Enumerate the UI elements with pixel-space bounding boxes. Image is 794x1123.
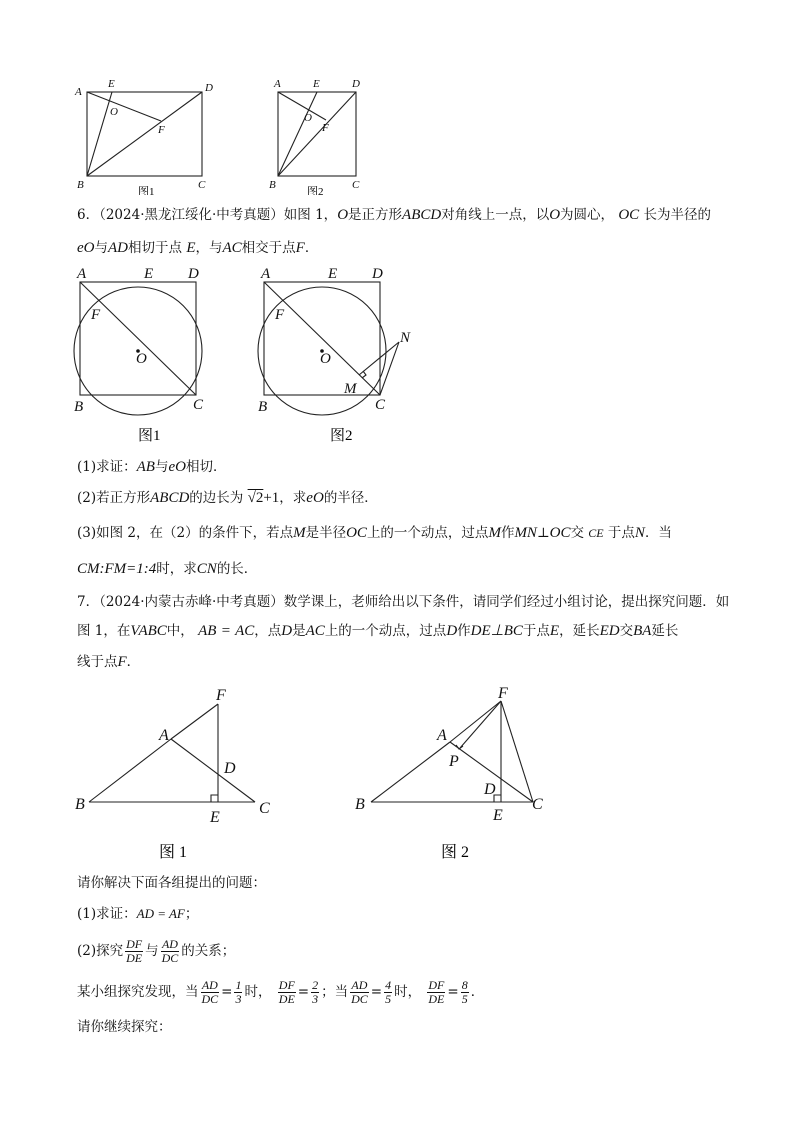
- q6-part-3-line2: CM:FM=1:4时，求CN的长．: [77, 561, 258, 577]
- label-O: O: [110, 106, 118, 118]
- q7-part-2: (2)探究 $\frac{DF}{DE}$ 与 $\frac{AD}{DC}$ 的关系；: [77, 937, 236, 965]
- caption: 图 1: [159, 844, 188, 861]
- label-A: A: [77, 266, 87, 282]
- label-B: B: [355, 796, 365, 813]
- caption: 图1: [138, 186, 155, 195]
- label-B: B: [74, 399, 84, 415]
- q7-solve: 请你解决下面各组提出的问题：: [77, 875, 266, 891]
- q7-stem-line3: 线于点F．: [77, 654, 141, 670]
- q6-part-3-line1: (3)如图 2，在（2）的条件下，若点M是半径OC上的一个动点，过点M作MN⊥OC交 CE 于点N．当: [77, 525, 672, 541]
- label-P: P: [449, 753, 459, 770]
- q6-stem-line2: eO与AD相切于点 E，与AC相交于点F．: [77, 240, 319, 256]
- q7-figure-2: [350, 682, 550, 867]
- label-F: F: [91, 307, 101, 323]
- caption: 图2: [330, 428, 353, 444]
- q6-figure-1: [70, 262, 230, 447]
- label-A: A: [437, 727, 447, 744]
- label-C: C: [375, 397, 386, 413]
- label-E: E: [144, 266, 154, 282]
- caption: 图2: [307, 186, 324, 195]
- label-C: C: [532, 796, 543, 813]
- q7-continue: 请你继续探究：: [77, 1019, 172, 1035]
- label-B: B: [258, 399, 268, 415]
- label-B: B: [269, 179, 276, 191]
- label-A: A: [261, 266, 271, 282]
- label-F: F: [322, 122, 329, 134]
- label-A: A: [274, 78, 281, 90]
- label-E: E: [493, 807, 503, 824]
- q7-figure-1: [70, 682, 290, 867]
- q5-figure-1: [70, 75, 220, 195]
- label-A: A: [159, 727, 169, 744]
- q7-stem-line1: 7．（2024·内蒙古赤峰·中考真题）数学课上，老师给出以下条件，请同学们经过小组讨论，提出探究问题．如: [77, 594, 730, 610]
- label-E: E: [210, 809, 220, 826]
- label-B: B: [75, 796, 85, 813]
- label-D: D: [372, 266, 383, 282]
- q5-figure-2: [266, 75, 376, 195]
- label-F: F: [275, 307, 285, 323]
- label-C: C: [193, 397, 204, 413]
- label-D: D: [205, 82, 213, 94]
- label-E: E: [108, 78, 115, 90]
- label-D: D: [484, 781, 496, 798]
- label-E: E: [313, 78, 320, 90]
- label-E: E: [328, 266, 338, 282]
- label-O: O: [304, 112, 312, 124]
- q6-figure-2: [254, 262, 424, 447]
- q6-part-1: (1)求证：AB与eO相切．: [77, 459, 227, 475]
- label-C: C: [259, 800, 270, 817]
- q6-part-2: (2)若正方形ABCD的边长为 √2+1，求eO的半径．: [77, 490, 378, 506]
- label-O: O: [320, 351, 331, 367]
- label-N: N: [400, 330, 411, 346]
- label-D: D: [188, 266, 199, 282]
- label-A: A: [75, 86, 82, 98]
- label-M: M: [344, 381, 357, 397]
- caption: 图1: [138, 428, 161, 444]
- q6-stem-line1: 6．（2024·黑龙江绥化·中考真题）如图 1，O是正方形ABCD对角线上一点，以O为圆心， OC 长为半径的: [77, 207, 711, 223]
- label-C: C: [352, 179, 360, 191]
- q7-stem-line2: 图 1，在VABC中， AB = AC，点D是AC上的一个动点，过点D作DE⊥BC于点E，延长ED交BA延长: [77, 623, 679, 639]
- q7-finding: 某小组探究发现，当 $\frac{AD}{DC}$ = $\frac{1}{3}$ 时， $\frac{DF}{DE}$ = $\frac{2}{3}$ ；当 $\frac{AD}{DC}$ = $\frac{4}{5}$ 时， $\frac{DF}{DE}$ = $\frac{8}{5}$ ．: [77, 978, 485, 1006]
- label-C: C: [198, 179, 206, 191]
- label-F: F: [498, 685, 508, 702]
- label-F: F: [158, 124, 165, 136]
- label-O: O: [136, 351, 147, 367]
- caption: 图 2: [441, 844, 470, 861]
- q7-part-1: (1)求证：AD = AF；: [77, 906, 199, 922]
- label-B: B: [77, 179, 84, 191]
- label-F: F: [216, 687, 226, 704]
- label-D: D: [352, 78, 360, 90]
- label-D: D: [224, 760, 236, 777]
